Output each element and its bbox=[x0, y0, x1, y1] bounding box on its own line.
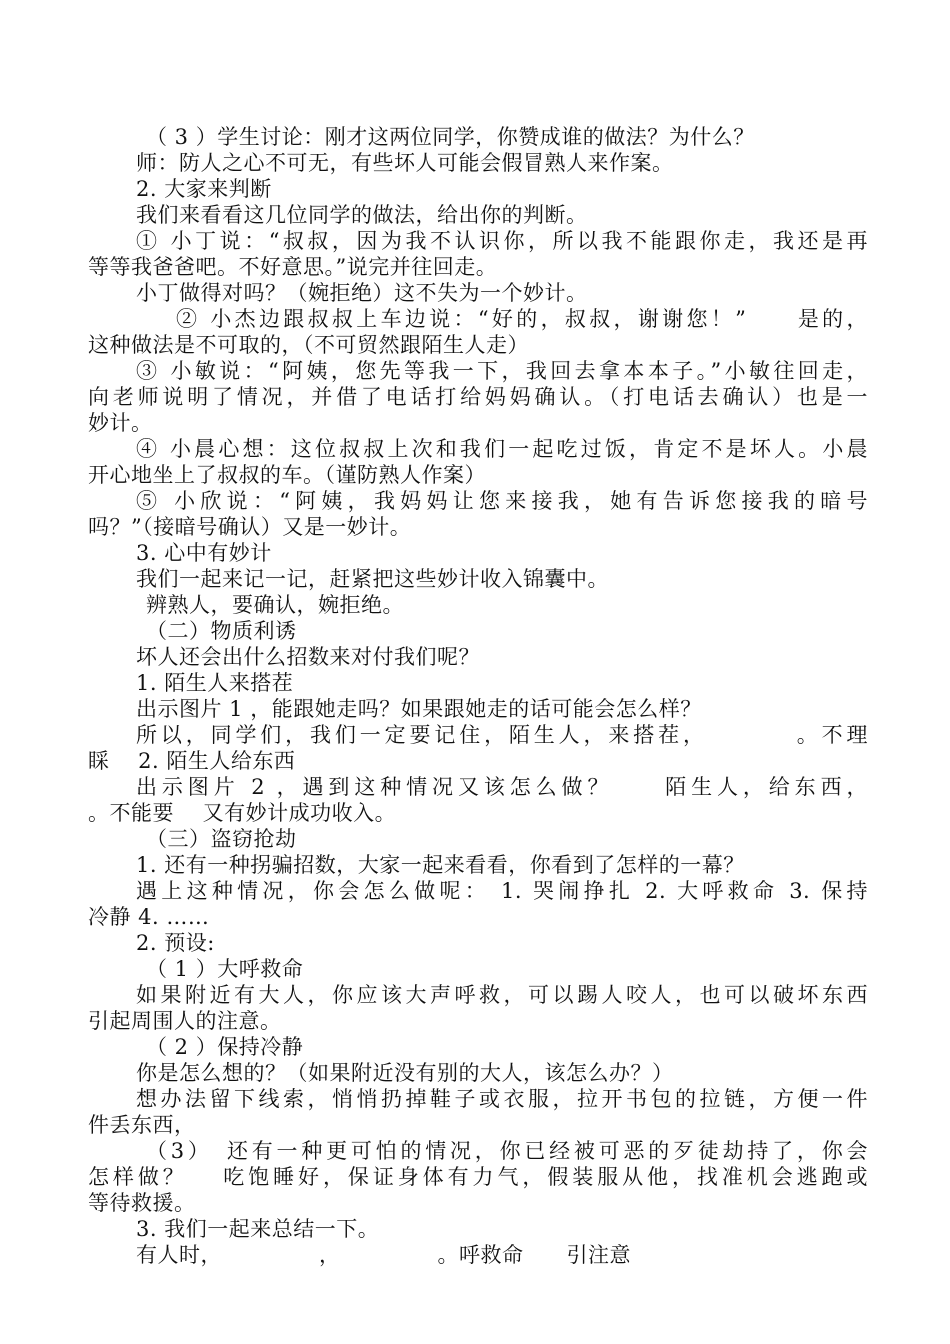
text-line: 件丢东西， bbox=[88, 1113, 196, 1137]
text-line: 如果附近有大人，你应该大声呼救，可以踢人咬人，也可以破坏东西 bbox=[136, 983, 868, 1007]
text-line: （三）盗窃抢劫 bbox=[146, 827, 297, 851]
text-line: ① 小丁说：“叔叔，因为我不认识你，所以我不能跟你走，我还是再 bbox=[136, 229, 868, 253]
text-line: 3. 我们一起来总结一下。 bbox=[136, 1217, 380, 1241]
text-line: 遇上这种情况，你会怎么做呢： 1. 哭闹挣扎 2. 大呼救命 3. 保持 bbox=[136, 879, 868, 903]
text-line: 向老师说明了情况，并借了电话打给妈妈确认。（打电话去确认）也是一 bbox=[88, 385, 868, 409]
text-line: 3. 心中有妙计 bbox=[136, 541, 272, 565]
text-line: 我们一起来记一记，赶紧把这些妙计收入锦囊中。 bbox=[136, 567, 609, 591]
text-line: 引起周围人的注意。 bbox=[88, 1009, 282, 1033]
text-line: 这种做法是不可取的，（不可贸然跟陌生人走） bbox=[88, 333, 529, 357]
text-line: 冷静 4. …… bbox=[88, 905, 210, 929]
text-line: 辨熟人，要确认，婉拒绝。 bbox=[146, 593, 404, 617]
text-line: 我们来看看这几位同学的做法，给出你的判断。 bbox=[136, 203, 588, 227]
text-line: （3） 还有一种更可怕的情况，你已经被可恶的歹徒劫持了，你会 bbox=[146, 1139, 868, 1163]
text-line: ④ 小晨心想：这位叔叔上次和我们一起吃过饭，肯定不是坏人。小晨 bbox=[136, 437, 868, 461]
text-line: 睬 2. 陌生人给东西 bbox=[88, 749, 296, 773]
text-line: 2. 预设: bbox=[136, 931, 215, 955]
text-line: 你是怎么想的？（如果附近没有别的大人，该怎么办？） bbox=[136, 1061, 674, 1085]
text-line: 小丁做得对吗？（婉拒绝）这不失为一个妙计。 bbox=[136, 281, 588, 305]
text-line: 开心地坐上了叔叔的车。（谨防熟人作案） bbox=[88, 463, 486, 487]
text-line: 出示图片 1 ，能跟她走吗？如果跟她走的话可能会怎么样？ bbox=[136, 697, 702, 721]
text-line: ② 小杰边跟叔叔上车边说：“好的，叔叔，谢谢您！” 是的， bbox=[176, 307, 868, 331]
text-line: （ 1 ）大呼救命 bbox=[146, 957, 304, 981]
text-line: 所以，同学们，我们一定要记住，陌生人，来搭茬， 。不理 bbox=[136, 723, 868, 747]
text-line: ③ 小敏说：“阿姨，您先等我一下，我回去拿本本子。”小敏往回走， bbox=[136, 359, 868, 383]
text-line: （ 3 ）学生讨论：刚才这两位同学，你赞成谁的做法？为什么？ bbox=[146, 125, 755, 149]
text-line: 坏人还会出什么招数来对付我们呢？ bbox=[136, 645, 480, 669]
text-line: （二）物质利诱 bbox=[146, 619, 297, 643]
text-line: 妙计。 bbox=[88, 411, 153, 435]
text-line: 1. 陌生人来搭茬 bbox=[136, 671, 294, 695]
text-line: 师：防人之心不可无，有些坏人可能会假冒熟人来作案。 bbox=[136, 151, 674, 175]
text-line: ⑤ 小欣说：“阿姨，我妈妈让您来接我，她有告诉您接我的暗号 bbox=[136, 489, 868, 513]
text-line: 想办法留下线索，悄悄扔掉鞋子或衣服，拉开书包的拉链，方便一件 bbox=[136, 1087, 868, 1111]
text-line: 怎样做？ 吃饱睡好，保证身体有力气，假装服从他，找准机会逃跑或 bbox=[88, 1165, 868, 1189]
text-line: 出示图片 2 ，遇到这种情况又该怎么做？ 陌生人，给东西， bbox=[136, 775, 868, 799]
text-line: 有人时， ， 。呼救命 引注意 bbox=[136, 1243, 631, 1267]
text-line: 等待救援。 bbox=[88, 1191, 196, 1215]
text-line: 1. 还有一种拐骗招数，大家一起来看看，你看到了怎样的一幕？ bbox=[136, 853, 745, 877]
text-line: 2. 大家来判断 bbox=[136, 177, 272, 201]
text-line: （ 2 ）保持冷静 bbox=[146, 1035, 304, 1059]
text-line: 等等我爸爸吧。不好意思。”说完并往回走。 bbox=[88, 255, 498, 279]
text-line: 。不能要 又有妙计成功收入。 bbox=[88, 801, 397, 825]
text-line: 吗？”（接暗号确认）又是一妙计。 bbox=[88, 515, 412, 539]
